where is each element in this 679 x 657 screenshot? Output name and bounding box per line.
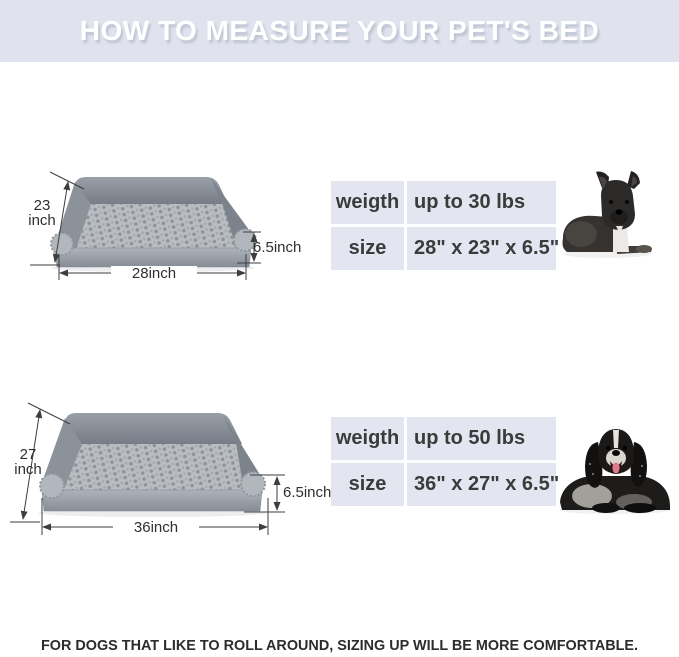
large-bed-height-label: 6.5inch: [283, 484, 332, 501]
large-bed-depth-label: [4, 447, 52, 477]
size-label: size: [331, 463, 404, 506]
weight-value: up to 30 lbs: [407, 181, 556, 224]
weight-label: weigth: [331, 181, 404, 224]
small-bed-spec-table: [331, 181, 560, 270]
depth-value: 27: [19, 446, 37, 463]
footer-note: FOR DOGS THAT LIKE TO ROLL AROUND, SIZING UP WILL BE MORE COMFORTABLE.: [40, 637, 639, 654]
page-title: HOW TO MEASURE YOUR PET'S BED: [79, 15, 600, 46]
size-value: 36" x 27" x 6.5": [407, 463, 556, 506]
small-bed-width-label: 28inch: [111, 266, 197, 281]
cocker-spaniel-photo: [554, 418, 676, 516]
header-band: [0, 0, 679, 62]
size-value: 28" x 23" x 6.5": [407, 227, 556, 270]
small-bed-height-label: 6.5inch: [253, 239, 302, 256]
large-bed-width-label: 36inch: [113, 520, 199, 535]
depth-unit: inch: [14, 461, 42, 478]
size-label: size: [331, 227, 404, 270]
small-bed-depth-label: [16, 198, 68, 228]
depth-value: 23: [33, 197, 51, 214]
weight-value: up to 50 lbs: [407, 417, 556, 460]
french-bulldog-photo: [557, 170, 657, 260]
large-bed-spec-table: [331, 417, 560, 506]
weight-label: weigth: [331, 417, 404, 460]
depth-unit: inch: [28, 212, 56, 229]
